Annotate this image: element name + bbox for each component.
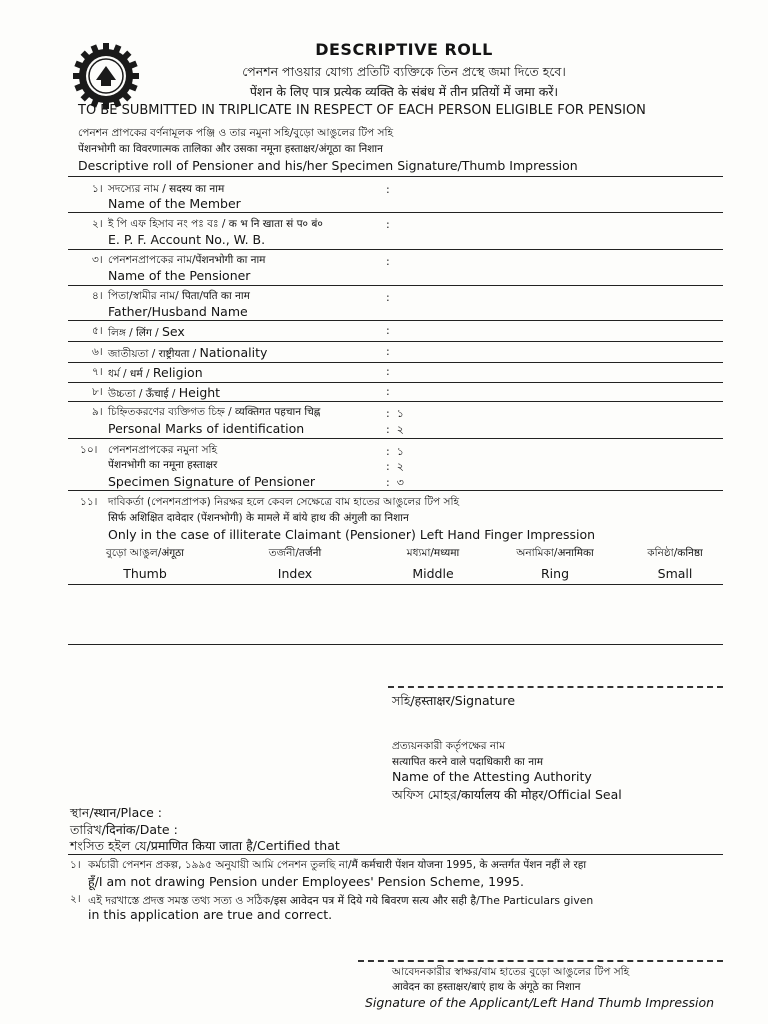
row-number: ৮।	[92, 386, 103, 398]
row-label-hindi: सिर्फ अशिक्षित दावेदार (पेंशनभोगी) के मामले में बांये हाथ की अंगुली का निशान	[108, 512, 409, 524]
specimen-signature-2-field[interactable]: : ২	[386, 460, 404, 473]
attesting-hindi: सत्यापित करने वाले पदाधिकारी का नाम	[392, 756, 544, 768]
row-number: ১০।	[80, 444, 98, 456]
applicant-hindi: आवेदन का हस्ताक्षर/बाएं हाथ के अंगूठे का निशान	[392, 981, 581, 993]
religion-field[interactable]: :	[386, 365, 390, 378]
attesting-bengali: প্রত্যয়নকারী কর্তৃপক্ষের নাম	[392, 740, 506, 752]
finger-index[interactable]: তর্জনী/तर्जनी Index	[268, 547, 322, 581]
cert1-line1: কর্মচারী পেনশন প্রকল্প, ১৯৯৫ অনুযায়ী আমি পেনশন তুলছি না/मैं कर्मचारी पेंशन योजना 1995, के अन्तर्गत पेंशन नहीं ले रहा	[88, 859, 587, 871]
certified-label: শংসিত হইল যে/प्रमाणित किया जाता है/Certified that	[70, 838, 340, 853]
finger-impression-label: Only in the case of illiterate Claimant (Pensioner) Left Hand Finger Impression	[108, 527, 596, 542]
row-label-bengali: দাবিকর্তা (পেনশনপ্রাপক) নিরক্ষর হলে কেবল সেক্ষেত্রে বাম হাতের আঙুলের টিপ সহি	[108, 496, 459, 508]
divider	[68, 212, 723, 213]
divider	[68, 320, 723, 321]
height-label: উচ্চতা / ऊँचाई / Height	[108, 385, 221, 400]
hindi-subtitle: पेंशन के लिए पात्र प्रत्येक व्यक्ति के संबंध में तीन प्रतियों में जमा करें।	[249, 84, 559, 99]
epf-account-label: E. P. F. Account No., W. B.	[108, 232, 266, 247]
personal-marks-label: Personal Marks of identification	[108, 421, 305, 436]
divider	[68, 854, 723, 855]
divider	[68, 341, 723, 342]
finger-small[interactable]: কনিষ্ঠা/कनिष्ठा Small	[647, 547, 703, 581]
father-husband-label: Father/Husband Name	[108, 304, 248, 319]
pensioner-name-field[interactable]: :	[386, 255, 390, 268]
divider	[68, 490, 723, 491]
attesting-authority-label: Name of the Attesting Authority	[392, 769, 592, 784]
section-english: Descriptive roll of Pensioner and his/her Specimen Signature/Thumb Impression	[78, 158, 578, 173]
row-number: ১।	[92, 183, 103, 195]
finger-thumb[interactable]: বুড়ো আঙুল/अंगूठा Thumb	[105, 547, 184, 581]
row-number: ৭।	[92, 366, 103, 378]
divider	[68, 285, 723, 286]
father-husband-field[interactable]: :	[386, 291, 390, 304]
row-number: ৪।	[92, 290, 103, 302]
finger-impression-columns	[90, 546, 730, 586]
row-label-regional: সদস্যের নাম / सदस्य का नाम	[108, 183, 225, 195]
row-label-regional: ই পি এফ হিসাব নং পঃ বঃ / क भ नि खाता सं प० बं०	[108, 218, 323, 230]
sex-field[interactable]: :	[386, 324, 390, 337]
row-number: ৯।	[92, 406, 103, 418]
cert2-line1: এই দরখাস্তে প্রদত্ত সমস্ত তথ্য সত্য ও সঠিক/इस आवेदन पत्र में दिये गये बिवरण सत्य और सही है/The Particulars given	[88, 894, 594, 907]
row-label-regional: চিহ্নিতকরণের ব্যক্তিগত চিহ্ন / व्यक्तिगत पहचान चिह्न	[108, 406, 321, 418]
nationality-field[interactable]: :	[386, 345, 390, 358]
signature-label: সহি/हस्ताक्षर/Signature	[392, 693, 516, 708]
official-seal-label: অফিস মোহর/कार्यालय की मोहर/Official Seal	[392, 787, 622, 802]
row-number: ৬।	[92, 346, 103, 358]
row-label-hindi: पेंशनभोगी का नमूना हस्ताक्षर	[108, 459, 218, 471]
row-number: ১১।	[80, 496, 98, 508]
applicant-bengali: আবেদনকারীর স্বাক্ষর/বাম হাতের বুড়ো আঙুলের টিপ সহি	[392, 966, 630, 978]
personal-mark-1-field[interactable]: : ১	[386, 407, 404, 420]
applicant-signature-line[interactable]	[358, 960, 723, 962]
personal-mark-2-field[interactable]: : ২	[386, 423, 404, 436]
cert-number: ১।	[70, 859, 81, 871]
divider	[68, 644, 723, 645]
epf-account-field[interactable]: :	[386, 218, 390, 231]
cert2-line2: in this application are true and correct.	[88, 907, 333, 922]
divider	[68, 438, 723, 439]
row-label-regional: পেনশনপ্রাপকের নাম/पेंशनभोगी का नाम	[108, 254, 266, 266]
section-hindi: पेंशनभोगी का विवरणात्मक तालिका और उसका नमूना हस्ताक्षर/अंगूठा का निशान	[78, 143, 383, 155]
divider	[68, 401, 723, 402]
height-field[interactable]: :	[386, 385, 390, 398]
signature-line[interactable]	[388, 686, 723, 688]
nationality-label: জাতীয়তা / राष्ट्रीयता / Nationality	[108, 345, 268, 360]
specimen-signature-3-field[interactable]: : ৩	[386, 476, 404, 489]
cert1-line2: हूँ/I am not drawing Pension under Employees' Pension Scheme, 1995.	[88, 874, 524, 889]
section-bengali: পেনশন প্রাপকের বর্ণনামূলক পঞ্জি ও তার নমুনা সহি/বুড়ো আঙুলের টিপ সহি	[78, 127, 393, 139]
divider	[68, 362, 723, 363]
divider	[68, 584, 723, 585]
row-label-regional: পিতা/স্বামীর নাম/ पिता/पति का नाम	[108, 290, 250, 302]
specimen-signature-label: Specimen Signature of Pensioner	[108, 474, 316, 489]
place-field[interactable]: স্থান/स्थान/Place :	[70, 805, 162, 820]
name-of-member-field[interactable]: :	[386, 183, 390, 196]
finger-ring[interactable]: অনামিকা/अनामिका Ring	[516, 547, 594, 581]
applicant-signature-label: Signature of the Applicant/Left Hand Thumb Impression	[365, 995, 715, 1010]
cert-number: ২।	[70, 893, 81, 905]
row-number: ৩।	[92, 254, 103, 266]
divider	[68, 176, 723, 177]
row-label-bengali: পেনশনপ্রাপকের নমুনা সহি	[108, 444, 218, 456]
religion-label: ধর্ম / धर्म / Religion	[108, 365, 203, 380]
pensioner-name-label: Name of the Pensioner	[108, 268, 251, 283]
date-field[interactable]: তারিখ/दिनांक/Date :	[70, 822, 178, 837]
divider	[68, 382, 723, 383]
row-number: ৫।	[92, 325, 103, 337]
row-number: ২।	[92, 218, 103, 230]
english-subtitle: TO BE SUBMITTED IN TRIPLICATE IN RESPECT OF EACH PERSON ELIGIBLE FOR PENSION	[78, 103, 646, 118]
finger-middle[interactable]: মধ্যমা/मध्यमा Middle	[406, 547, 460, 581]
sex-label: লিঙ্গ / लिंग / Sex	[108, 324, 185, 339]
specimen-signature-1-field[interactable]: : ১	[386, 445, 404, 458]
name-of-member-label: Name of the Member	[108, 196, 241, 211]
page-title: DESCRIPTIVE ROLL	[315, 40, 493, 59]
bengali-subtitle: পেনশন পাওয়ার যোগ্য প্রতিটি ব্যক্তিকে তিন প্রস্থে জমা দিতে হবে।	[242, 64, 566, 79]
divider	[68, 249, 723, 250]
